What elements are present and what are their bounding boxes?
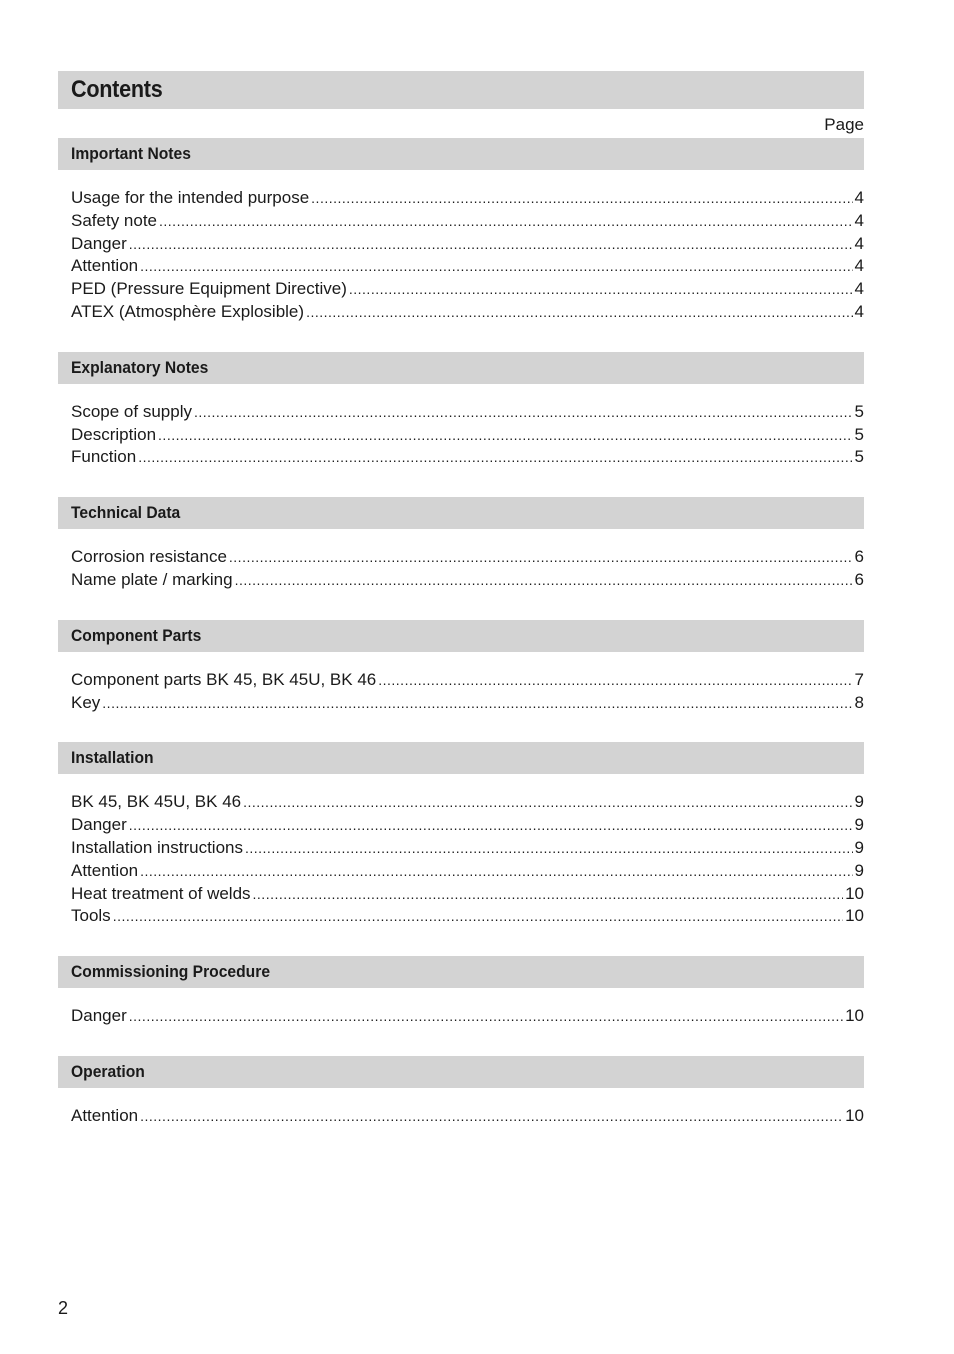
section-header — [58, 620, 864, 652]
section-header — [58, 742, 864, 774]
toc-entry-label: Key — [71, 692, 101, 712]
dot-leader — [194, 401, 853, 424]
toc-entry[interactable] — [71, 546, 864, 569]
toc-entry-label: Scope of supply — [71, 401, 192, 421]
section-header — [58, 956, 864, 988]
toc-entry[interactable] — [71, 905, 864, 928]
contents-title-bar — [58, 71, 864, 109]
dot-leader — [129, 233, 853, 256]
dot-leader — [113, 905, 843, 928]
toc-entry[interactable] — [71, 837, 864, 860]
toc-entry-label: Attention — [71, 860, 139, 880]
toc-entry-page: 8 — [854, 692, 864, 712]
toc-entry-page: 10 — [845, 1006, 864, 1026]
toc-entry-page: 9 — [854, 792, 864, 812]
dot-leader — [245, 837, 853, 860]
toc-entry[interactable] — [71, 860, 864, 883]
toc-entry-page: 10 — [845, 906, 864, 926]
toc-section — [58, 742, 864, 956]
toc-entry-label: Description — [71, 424, 157, 444]
toc-entry[interactable] — [71, 187, 864, 210]
toc-entry[interactable] — [71, 210, 864, 233]
toc-entry-page: 10 — [845, 1105, 864, 1125]
toc-entry-label: Heat treatment of welds — [71, 883, 251, 903]
toc-entry-page: 5 — [854, 401, 864, 421]
toc-entry-page: 9 — [854, 815, 864, 835]
toc-entry-page: 6 — [854, 569, 864, 589]
toc-entry[interactable] — [71, 692, 864, 715]
toc-entry[interactable] — [71, 301, 864, 324]
dot-leader — [229, 546, 853, 569]
toc-entry-page: 9 — [854, 860, 864, 880]
section-header — [58, 352, 864, 384]
toc-entry-label: BK 45, BK 45U, BK 46 — [71, 792, 242, 812]
toc-entry[interactable] — [71, 446, 864, 469]
toc-entry-page: 9 — [854, 837, 864, 857]
toc-entry[interactable] — [71, 1105, 864, 1128]
toc-section — [58, 620, 864, 743]
dot-leader — [158, 424, 852, 447]
toc-entry-label: Danger — [71, 815, 127, 835]
section-heading: Installation — [71, 748, 154, 768]
dot-leader — [311, 187, 852, 210]
dot-leader — [349, 278, 853, 301]
dot-leader — [102, 692, 852, 715]
toc-entry-page: 4 — [854, 233, 864, 253]
toc-entry-page: 6 — [854, 547, 864, 567]
section-entries — [58, 1088, 864, 1156]
toc-section — [58, 1056, 864, 1156]
toc-entry-page: 5 — [854, 447, 864, 467]
toc-entry[interactable] — [71, 883, 864, 906]
toc-entry-label: Installation instructions — [71, 837, 243, 857]
toc-entry[interactable] — [71, 569, 864, 592]
toc-entry[interactable] — [71, 669, 864, 692]
section-entries — [58, 988, 864, 1056]
contents-page — [58, 71, 864, 1156]
section-entries — [58, 529, 864, 620]
toc-entry[interactable] — [71, 401, 864, 424]
toc-entry-label: PED (Pressure Equipment Directive) — [71, 279, 347, 299]
toc-entry-label: Usage for the intended purpose — [71, 188, 310, 207]
toc-entry-label: Safety note — [71, 210, 158, 230]
page-column-label: Page — [824, 115, 864, 134]
dot-leader — [253, 883, 844, 906]
toc-section — [58, 352, 864, 497]
dot-leader — [140, 1105, 843, 1128]
toc-entry[interactable] — [71, 424, 864, 447]
toc-sections — [58, 138, 864, 1156]
toc-entry-page: 5 — [854, 424, 864, 444]
dot-leader — [306, 301, 852, 324]
dot-leader — [140, 860, 852, 883]
section-heading: Commissioning Procedure — [71, 962, 271, 982]
toc-entry[interactable] — [71, 233, 864, 256]
toc-entry[interactable] — [71, 1005, 864, 1028]
toc-entry-page: 7 — [854, 669, 864, 689]
toc-entry-page: 4 — [854, 301, 864, 321]
dot-leader — [129, 1005, 843, 1028]
toc-entry-label: Component parts BK 45, BK 45U, BK 46 — [71, 669, 377, 689]
toc-entry-label: ATEX (Atmosphère Explosible) — [71, 301, 305, 321]
dot-leader — [243, 791, 852, 814]
dot-leader — [378, 669, 852, 692]
dot-leader — [159, 210, 853, 233]
section-header — [58, 497, 864, 529]
toc-section — [58, 956, 864, 1056]
toc-entry-page: 4 — [854, 210, 864, 230]
section-entries — [58, 652, 864, 743]
section-heading: Important Notes — [71, 144, 191, 163]
toc-section — [58, 497, 864, 620]
toc-entry-label: Danger — [71, 1006, 127, 1026]
toc-entry-label: Name plate / marking — [71, 569, 233, 589]
section-entries — [58, 774, 864, 956]
toc-entry-label: Function — [71, 447, 137, 467]
footer-page-number: 2 — [58, 1298, 69, 1318]
toc-entry[interactable] — [71, 278, 864, 301]
toc-entry[interactable] — [71, 814, 864, 837]
section-header — [58, 1056, 864, 1088]
toc-entry-page: 4 — [854, 256, 864, 276]
toc-entry[interactable] — [71, 791, 864, 814]
toc-entry-page: 10 — [845, 883, 864, 903]
toc-section — [58, 138, 864, 352]
section-heading: Explanatory Notes — [71, 357, 209, 377]
toc-entry-page: 4 — [854, 279, 864, 299]
section-header — [58, 138, 864, 170]
toc-entry-label: Tools — [71, 906, 111, 926]
dot-leader — [138, 446, 852, 469]
section-entries — [58, 384, 864, 497]
section-heading: Technical Data — [71, 503, 181, 523]
dot-leader — [140, 255, 852, 278]
toc-entry-label: Attention — [71, 1105, 139, 1125]
dot-leader — [129, 814, 853, 837]
toc-entry-label: Corrosion resistance — [71, 547, 227, 567]
section-entries — [58, 170, 864, 352]
section-heading: Operation — [71, 1061, 145, 1081]
page-title: Contents — [71, 76, 163, 103]
toc-entry-page: 4 — [854, 188, 864, 207]
toc-entry-label: Danger — [71, 233, 127, 253]
dot-leader — [235, 569, 853, 592]
section-heading: Component Parts — [71, 625, 202, 645]
toc-entry-label: Attention — [71, 256, 139, 276]
toc-entry[interactable] — [71, 255, 864, 278]
